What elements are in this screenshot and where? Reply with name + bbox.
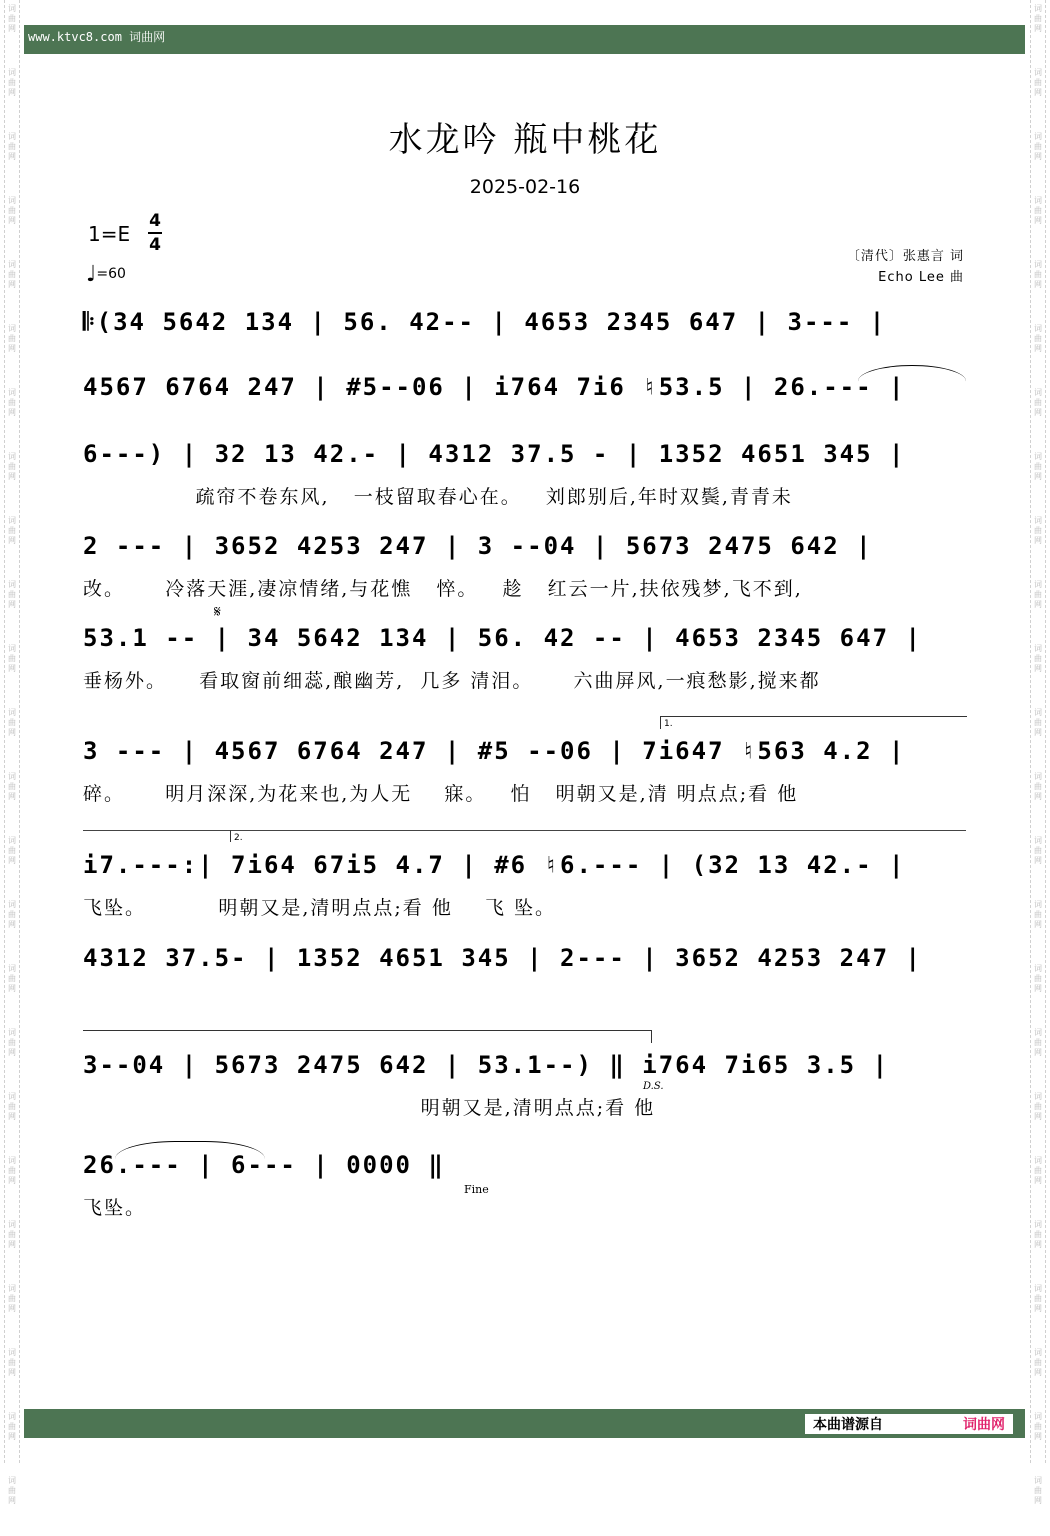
watermark-mark: 词 曲 网 <box>8 516 16 545</box>
lyric-line: 垂杨外。 看取窗前细蕊,酿幽芳, 几多 清泪。 六曲屏风,一痕愁影,搅来都 <box>83 670 821 692</box>
tempo-value: =60 <box>96 266 126 282</box>
watermark-mark: 词 曲 网 <box>8 4 16 33</box>
time-sig-top: 4 <box>149 211 161 231</box>
watermark-mark: 词 曲 网 <box>8 260 16 289</box>
notation-line: 6---) | 32 13 42.- | 4312 37.5 - | 1352 4651 345 | <box>83 440 906 468</box>
song-date: 2025-02-16 <box>469 176 581 198</box>
watermark-mark: 词 曲 网 <box>1034 1028 1042 1057</box>
header-bar <box>24 25 1025 54</box>
fine-marking: Fine <box>464 1183 489 1196</box>
watermark-mark: 词 曲 网 <box>8 1156 16 1185</box>
watermark-mark: 词 曲 网 <box>8 836 16 865</box>
watermark-mark: 词 曲 网 <box>1034 1348 1042 1377</box>
watermark-mark: 词 曲 网 <box>8 132 16 161</box>
ds-marking: D.S. <box>643 1081 664 1092</box>
watermark-mark: 词 曲 网 <box>8 68 16 97</box>
volta-bracket-2 <box>230 830 967 842</box>
tempo-marking <box>86 262 126 287</box>
time-sig-bottom: 4 <box>149 235 161 255</box>
notation-line: 𝄆(34 5642 134 | 56. 42-- | 4653 2345 647 | 3--- | <box>83 308 887 336</box>
watermark-mark: 词 曲 网 <box>8 772 16 801</box>
notation-line: i7.---:| 7i64 67i5 4.7 | #6 ♮6.--- | (32 13 42.- | <box>83 851 906 879</box>
lyric-line: 疏帘不卷东风, 一枝留取春心在。 刘郎别后,年时双鬓,青青未 <box>83 486 793 508</box>
composer-credit: Echo Lee 曲 <box>878 270 964 285</box>
watermark-mark: 词 曲 网 <box>1034 900 1042 929</box>
watermark-mark: 词 曲 网 <box>8 388 16 417</box>
watermark-mark: 词 曲 网 <box>1034 1284 1042 1313</box>
lyric-line: 改。 冷落天涯,凄凉情绪,与花憔 悴。 趁 红云一片,扶依残梦,飞不到, <box>83 578 803 600</box>
site-url[interactable]: www.ktvc8.com 词曲网 <box>28 30 166 44</box>
watermark-mark: 词 曲 网 <box>8 1476 16 1505</box>
watermark-mark: 词 曲 网 <box>1034 1220 1042 1249</box>
watermark-mark: 词 曲 网 <box>8 1284 16 1313</box>
key-signature: 1=E <box>88 222 131 246</box>
watermark-mark: 词 曲 网 <box>1034 1156 1042 1185</box>
watermark-mark: 词 曲 网 <box>1034 196 1042 225</box>
watermark-mark: 词 曲 网 <box>8 900 16 929</box>
watermark-mark: 词 曲 网 <box>1034 1476 1042 1505</box>
notation-line: 53.1 -- | 34 5642 134 | 56. 42 -- | 4653 2345 647 | <box>83 624 922 652</box>
source-badge[interactable] <box>805 1414 1013 1434</box>
volta-2-label: 2. <box>234 833 243 843</box>
watermark-mark: 词 曲 网 <box>8 196 16 225</box>
watermark-mark: 词 曲 网 <box>8 1220 16 1249</box>
watermark-mark: 词 曲 网 <box>1034 772 1042 801</box>
volta-bracket-2-continuation <box>83 1030 652 1043</box>
watermark-mark: 词 曲 网 <box>1034 836 1042 865</box>
lyric-line: 碎。 明月深深,为花来也,为人无 寐。 怕 明朝又是,清 明点点;看 他 <box>83 783 799 805</box>
notation-line: 2 --- | 3652 4253 247 | 3 --04 | 5673 2475 642 | <box>83 532 873 560</box>
watermark-mark: 词 曲 网 <box>1034 68 1042 97</box>
time-signature <box>148 211 162 255</box>
lyric-line: 飞坠。 明朝又是,清明点点;看 他 飞 坠。 <box>83 897 557 919</box>
watermark-mark: 词 曲 网 <box>1034 1092 1042 1121</box>
watermark-mark: 词 曲 网 <box>8 644 16 673</box>
segno-icon: 𝄋 <box>214 602 221 621</box>
watermark-mark: 词 曲 网 <box>1034 260 1042 289</box>
footer-bar <box>24 1409 1025 1438</box>
left-watermark-strip <box>4 0 20 1505</box>
notation-line: 4567 6764 247 | #5--06 | i764 7i6 ♮53.5 | 26.--- | <box>83 373 906 401</box>
watermark-mark: 词 曲 网 <box>1034 516 1042 545</box>
watermark-mark: 词 曲 网 <box>1034 388 1042 417</box>
watermark-mark: 词 曲 网 <box>8 708 16 737</box>
watermark-mark: 词 曲 网 <box>8 1348 16 1377</box>
lyric-line: 明朝又是,清明点点;看 他 <box>83 1097 656 1119</box>
watermark-mark: 词 曲 网 <box>8 1028 16 1057</box>
quarter-note-icon: ♩ <box>86 262 97 287</box>
watermark-mark: 词 曲 网 <box>1034 644 1042 673</box>
volta-bracket-1 <box>660 716 967 729</box>
watermark-mark: 词 曲 网 <box>1034 132 1042 161</box>
watermark-mark: 词 曲 网 <box>1034 4 1042 33</box>
watermark-mark: 词 曲 网 <box>1034 964 1042 993</box>
watermark-mark: 词 曲 网 <box>8 324 16 353</box>
source-label: 本曲谱源自 <box>813 1417 883 1433</box>
watermark-mark: 词 曲 网 <box>8 1412 16 1441</box>
notation-line: 3--04 | 5673 2475 642 | 53.1--) ‖ i764 7i65 3.5 | <box>83 1051 890 1079</box>
song-title: 水龙吟 瓶中桃花 <box>388 120 662 160</box>
source-site[interactable]: 词曲网 <box>963 1417 1005 1433</box>
watermark-mark: 词 曲 网 <box>8 452 16 481</box>
watermark-mark: 词 曲 网 <box>8 964 16 993</box>
watermark-mark: 词 曲 网 <box>1034 452 1042 481</box>
lyric-line: 飞坠。 <box>83 1197 147 1219</box>
watermark-mark: 词 曲 网 <box>1034 580 1042 609</box>
volta-1-label: 1. <box>664 719 673 729</box>
lyricist-credit: 〔清代〕张惠言 词 <box>846 249 964 264</box>
watermark-mark: 词 曲 网 <box>1034 324 1042 353</box>
watermark-mark: 词 曲 网 <box>1034 708 1042 737</box>
watermark-mark: 词 曲 网 <box>1034 1412 1042 1441</box>
notation-line: 26.--- | 6--- | 0000 ‖ <box>83 1151 445 1179</box>
watermark-mark: 词 曲 网 <box>8 1092 16 1121</box>
right-watermark-strip <box>1030 0 1046 1505</box>
watermark-mark: 词 曲 网 <box>8 580 16 609</box>
notation-line: 3 --- | 4567 6764 247 | #5 --06 | 7i647 ♮563 4.2 | <box>83 737 906 765</box>
notation-line: 4312 37.5- | 1352 4651 345 | 2--- | 3652 4253 247 | <box>83 944 922 972</box>
